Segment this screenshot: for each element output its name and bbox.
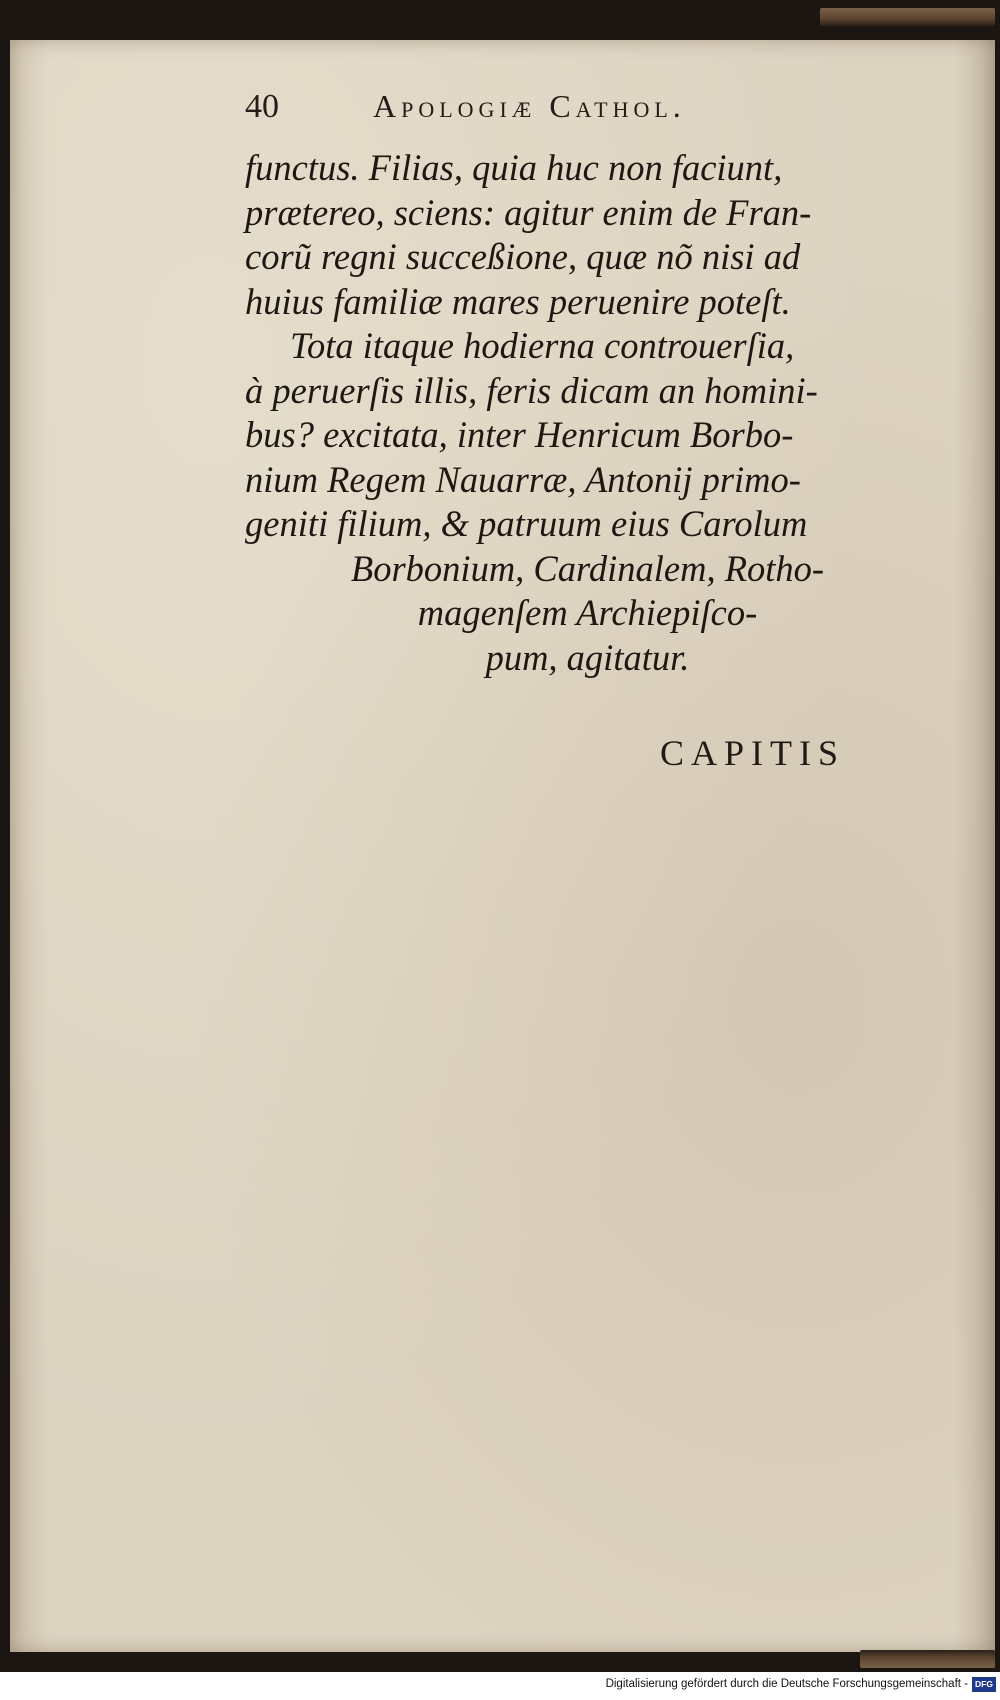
text-line: bus? excitata, inter Henricum Borbo- xyxy=(245,414,794,455)
text-line: huius familiæ mares peruenire poteſt. xyxy=(245,280,791,322)
text-line: Borbonium, Cardinalem, Rotho- xyxy=(350,547,825,589)
text-line: corũ regni succeßione, quæ nõ nisi ad xyxy=(245,236,801,277)
text-line: functus. Filias, quia huc non faciunt, xyxy=(245,147,783,188)
catchword: CAPITIS xyxy=(660,733,846,773)
text-line: magenſem Archiepiſco- xyxy=(417,592,758,633)
text-line: prætereo, sciens: agitur enim de Fran- xyxy=(245,191,812,233)
text-line: à peruerſis illis, feris dicam an homini- xyxy=(245,369,818,411)
footer-credit: Digitalisierung gefördert durch die Deutsche Forschungsgemeinschaft - xyxy=(605,1678,968,1690)
dfg-logo: DFG xyxy=(972,1677,996,1692)
text-line: pum, agitatur. xyxy=(485,636,690,678)
footer-bar xyxy=(0,1672,1000,1700)
book-edge-bottom xyxy=(860,1650,995,1668)
book-edge-top xyxy=(820,8,995,26)
text-line: nium Regem Nauarræ, Antonij primo- xyxy=(245,458,801,500)
text-line: Tota itaque hodierna controuerſia, xyxy=(290,325,795,366)
page-number: 40 xyxy=(245,88,279,125)
body-text xyxy=(245,146,930,680)
running-head: Apologiæ Cathol. xyxy=(373,88,686,124)
text-line: geniti filium, & patruum eius Carolum xyxy=(245,503,808,544)
